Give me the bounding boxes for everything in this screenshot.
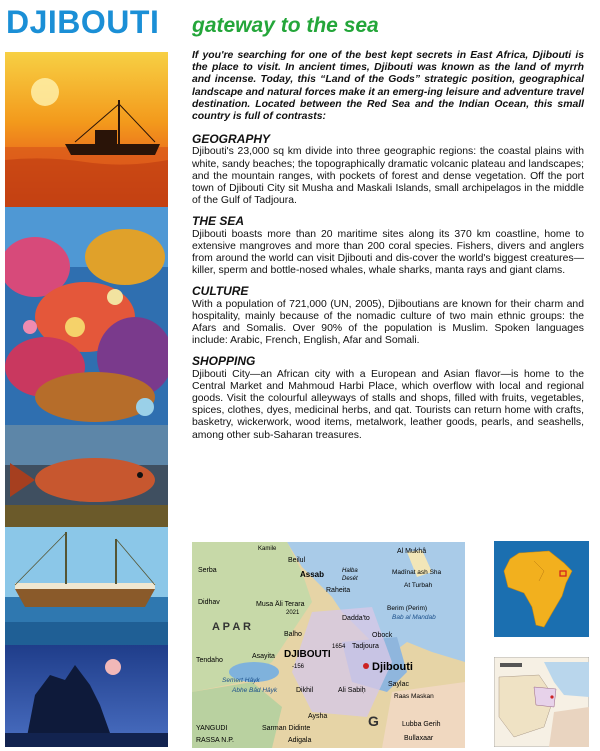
map-label-asayita: Asayita xyxy=(252,653,275,660)
map-label-g: G xyxy=(368,713,379,729)
map-label-daddato: Dadda'to xyxy=(342,615,370,622)
map-label-adigalla: Adigala xyxy=(288,737,312,744)
map-label-serba: Serba xyxy=(198,567,217,574)
fish-photo xyxy=(5,425,168,527)
section-body-geography: Djibouti's 23,000 sq km divide into three geographic regions: the coastal plains with white, sandy beaches; the topographically dramatic volcanic plateau and landscapes; and the mountain ranges, with pockets of forest and dense vegetation. Off the port town of Djibouti City sit Musha and Maskali Islands, small archipelagos in the middle of the Gulf of Tadjoura. xyxy=(192,146,584,207)
map-label-beilul: Beilul xyxy=(288,557,306,564)
map-label-raas: Raas Maskan xyxy=(394,693,434,700)
map-label-kamile: Kamile xyxy=(258,546,277,552)
map-label-musa-ali: Musa Äli Terara xyxy=(256,601,305,608)
map-label-djibouti-city: Djibouti xyxy=(372,661,413,673)
section-heading-culture: CULTURE xyxy=(192,284,249,299)
map-label-elev-156: -156 xyxy=(292,664,305,670)
section-heading-geography: GEOGRAPHY xyxy=(192,132,271,147)
map-label-raheita: Raheita xyxy=(326,587,351,594)
map-label-elev-1654: 1654 xyxy=(332,644,346,650)
djibouti-region-map xyxy=(192,542,465,748)
map-label-rassa: RASSA N.P. xyxy=(196,737,235,744)
map-label-obock: Obock xyxy=(372,632,393,639)
rock-moon-photo xyxy=(5,645,168,747)
map-label-saylac: Saylac xyxy=(388,681,410,688)
map-label-at-turbah: At Turbah xyxy=(404,582,433,589)
page-title: DJIBOUTI xyxy=(6,4,160,40)
map-label-didhav: Didhav xyxy=(198,599,220,606)
map-label-madinat: Madînat ash Sha xyxy=(392,569,442,576)
map-label-elev-2021: 2021 xyxy=(286,610,300,616)
map-label-bab: Bab al Mandab xyxy=(392,614,436,621)
section-body-sea: Djibouti boasts more than 20 maritime sites along its 370 km coastline, home to extensive mangroves and more than 200 coral species. Fishers, divers and anglers from around the world can visit Djibouti and dis-cover the world's biggest creatures—killer, sperm and bottle-nosed whales, whale sharks, manta rays and giant clams. xyxy=(192,228,584,277)
map-label-perim: Berim (Perim) xyxy=(387,605,428,612)
map-label-deset: Desét xyxy=(342,576,358,582)
intro-paragraph: If you're searching for one of the best kept secrets in East Africa, Djibouti is the place to visit. In ancient times, Djibouti was known as the land of myrrh and incense. Today, this “Land of the Gods” strategic position, geographical landscape and natural forces make it an emerg-ing leisure and adventure travel destination. Located between the Red Sea and the Indian Ocean, this small country is full of contrasts: xyxy=(192,50,584,123)
map-label-balho: Balho xyxy=(284,631,302,638)
map-label-ayshia: Aysha xyxy=(308,713,328,720)
map-label-dikhil: Dikhil xyxy=(296,687,314,694)
country-detail-map xyxy=(494,657,589,747)
map-label-halba: Halba xyxy=(342,568,358,574)
map-label-bullaxaar: Bullaxaar xyxy=(404,735,434,742)
map-label-assab: Assab xyxy=(300,570,325,579)
sailboat-photo xyxy=(5,527,168,645)
map-label-tadjoura: Tadjoura xyxy=(352,643,379,650)
section-body-culture: With a population of 721,000 (UN, 2005), Djiboutians are known for their charm and hospitality, mainly because of the nomadic culture of two main ethnic groups: the Afars and Somalis. Over 90% of the population is Muslim. Spoken languages include: Arabic, French, English, Afar and Somali. xyxy=(192,298,584,347)
map-label-apar: A P A R xyxy=(212,621,251,633)
map-label-yangudi: YANGUDI xyxy=(196,725,228,732)
map-label-sarman: Sarman Didinte xyxy=(262,725,311,732)
sunset-ship-photo xyxy=(5,52,168,207)
map-label-tendaho: Tendaho xyxy=(196,657,223,664)
section-heading-shopping: SHOPPING xyxy=(192,354,256,369)
article-text xyxy=(192,50,584,442)
map-label-semert: Semert Hâyk xyxy=(222,677,260,684)
map-label-abhe: Abhe Bâd Hâyk xyxy=(232,687,278,694)
coral-reef-photo xyxy=(5,207,168,425)
page-tagline: gateway to the sea xyxy=(192,14,379,37)
map-label-djibouti-region: DJIBOUTI xyxy=(284,649,331,660)
africa-locator-map xyxy=(494,541,589,637)
section-body-shopping: Djibouti City—an African city with a European and Asian flavor—is home to the Central Market and Mahmoud Harbi Place, which overflow with local and regional goods. Visit the colourful alleyways of stalls and shops, filled with fruits, vegetables, spices, clothes, dyes, medicinal herbs, and qat. Tourists can return home with crafts, basketry, wickerwork, wood items, metalwork, leather goods, pearls, and seashells, among other sub-Saharan treasures. xyxy=(192,368,584,441)
map-label-al-mukha: Al Mukhâ xyxy=(397,548,427,555)
section-heading-sea: THE SEA xyxy=(192,214,245,229)
map-label-ali-sabih: Ali Sabiḥ xyxy=(338,687,366,694)
map-label-lubba: Lubba Gerih xyxy=(402,721,441,728)
